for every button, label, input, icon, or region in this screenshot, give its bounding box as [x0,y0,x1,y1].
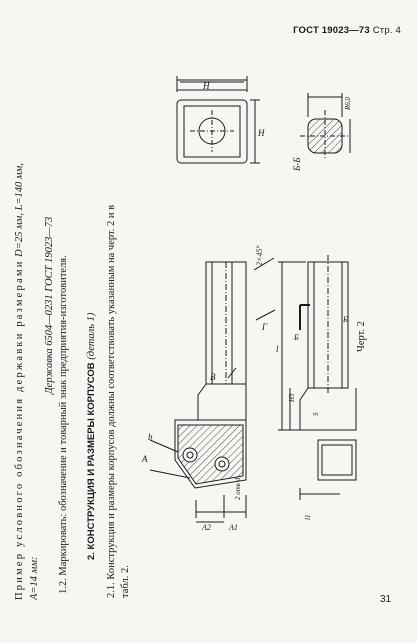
label-h-top: H [203,81,210,91]
designation-example: Державка 6504—0231 ГОСТ 19023—73 [44,216,55,394]
holder-end-view [177,76,260,163]
label-b: b [148,432,153,442]
label-s: S [312,412,320,416]
label-h-side: H [258,128,265,138]
standard-number: ГОСТ 19023—73 [293,25,370,36]
label-h3: H3 [288,393,296,402]
label-holes-d: 2 отв d [234,477,242,500]
example-line-2: A=14 мм: [29,556,40,600]
example-dimensions: D=25 мм, L=140 мм, [14,163,25,257]
label-a1: A1 [229,523,238,532]
label-l: l [276,344,279,354]
label-g: Г [262,322,268,332]
section-detail: (деталь 1) [86,312,97,360]
figure-caption: Черт. 2 [356,321,367,352]
label-a: A [142,454,148,464]
label-b-arrow: Б [294,333,299,342]
page-label: Стр. 4 [372,25,401,36]
section-title: 2. КОНСТРУКЦИЯ И РАЗМЕРЫ КОРПУСОВ [86,362,97,560]
label-b-arrow-2: Б [343,315,348,324]
label-l1: l1 [304,514,312,520]
section-b-b [300,93,350,160]
clause-2-1: 2.1. Конструкция и размеры корпусов должны соответствовать указанным на черт. 2 и в [106,204,117,598]
label-section-bb: Б-Б [292,157,302,171]
label-v: В [210,372,216,382]
holder-profile-view [278,255,356,500]
label-a2: A2 [202,523,211,532]
label-chamfer: 2×45° [255,245,264,266]
page-number: 31 [380,594,392,605]
marking-clause: 1.2. Маркировать: обозначение и товарный знак предприятия-изготовителя. [58,255,69,594]
example-intro: Пример условного обозначения державки размерами [14,259,25,600]
label-radius: R6,0 [344,96,352,110]
clause-2-1-cont: табл. 2. [120,565,131,598]
holder-side-view [150,258,275,522]
